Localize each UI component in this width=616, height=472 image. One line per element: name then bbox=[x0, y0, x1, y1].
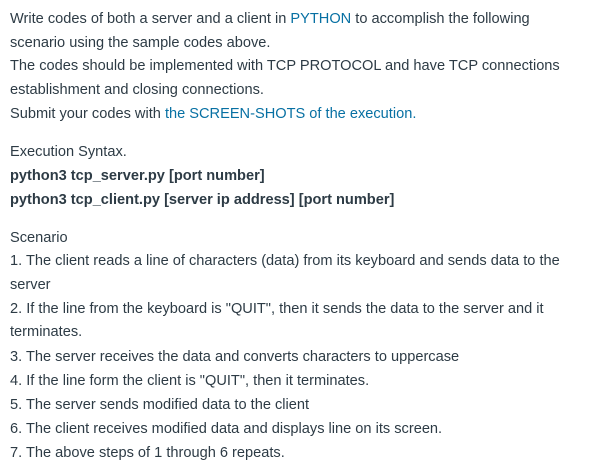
scenario-step-1: 1. The client reads a line of characters (data) from its keyboard and sends data to the bbox=[10, 253, 560, 269]
scenario-step-1-cont: server bbox=[10, 277, 51, 293]
scenario-step-4: 4. If the line form the client is "QUIT", then it terminates. bbox=[10, 373, 370, 389]
python-highlight: PYTHON bbox=[290, 11, 352, 27]
server-command: python3 tcp_server.py [port number] bbox=[10, 168, 265, 184]
scenario-step-5: 5. The server sends modified data to the client bbox=[10, 397, 310, 413]
intro-line-5 bbox=[10, 104, 416, 124]
scenario-step-7: 7. The above steps of 1 through 6 repeats. bbox=[10, 445, 285, 461]
intro-text: Write codes of both a server and a client in bbox=[10, 11, 291, 27]
intro-line-3: The codes should be implemented with TCP PROTOCOL and have TCP connections bbox=[10, 58, 560, 74]
syntax-heading: Execution Syntax. bbox=[10, 144, 127, 160]
screenshots-highlight: the SCREEN-SHOTS of the execution. bbox=[164, 106, 417, 122]
intro-text: to accomplish the following bbox=[351, 11, 530, 27]
scenario-heading: Scenario bbox=[10, 230, 68, 246]
intro-line-1 bbox=[10, 9, 530, 29]
scenario-step-6: 6. The client receives modified data and displays line on its screen. bbox=[10, 421, 443, 437]
intro-text: Submit your codes with bbox=[10, 106, 165, 122]
scenario-step-2-cont: terminates. bbox=[10, 324, 83, 340]
intro-line-2: scenario using the sample codes above. bbox=[10, 35, 271, 51]
scenario-step-3: 3. The server receives the data and converts characters to uppercase bbox=[10, 349, 460, 365]
intro-line-4: establishment and closing connections. bbox=[10, 82, 264, 98]
scenario-step-2: 2. If the line from the keyboard is "QUIT", then it sends the data to the server and it bbox=[10, 301, 544, 317]
client-command: python3 tcp_client.py [server ip address] [port number] bbox=[10, 192, 395, 208]
